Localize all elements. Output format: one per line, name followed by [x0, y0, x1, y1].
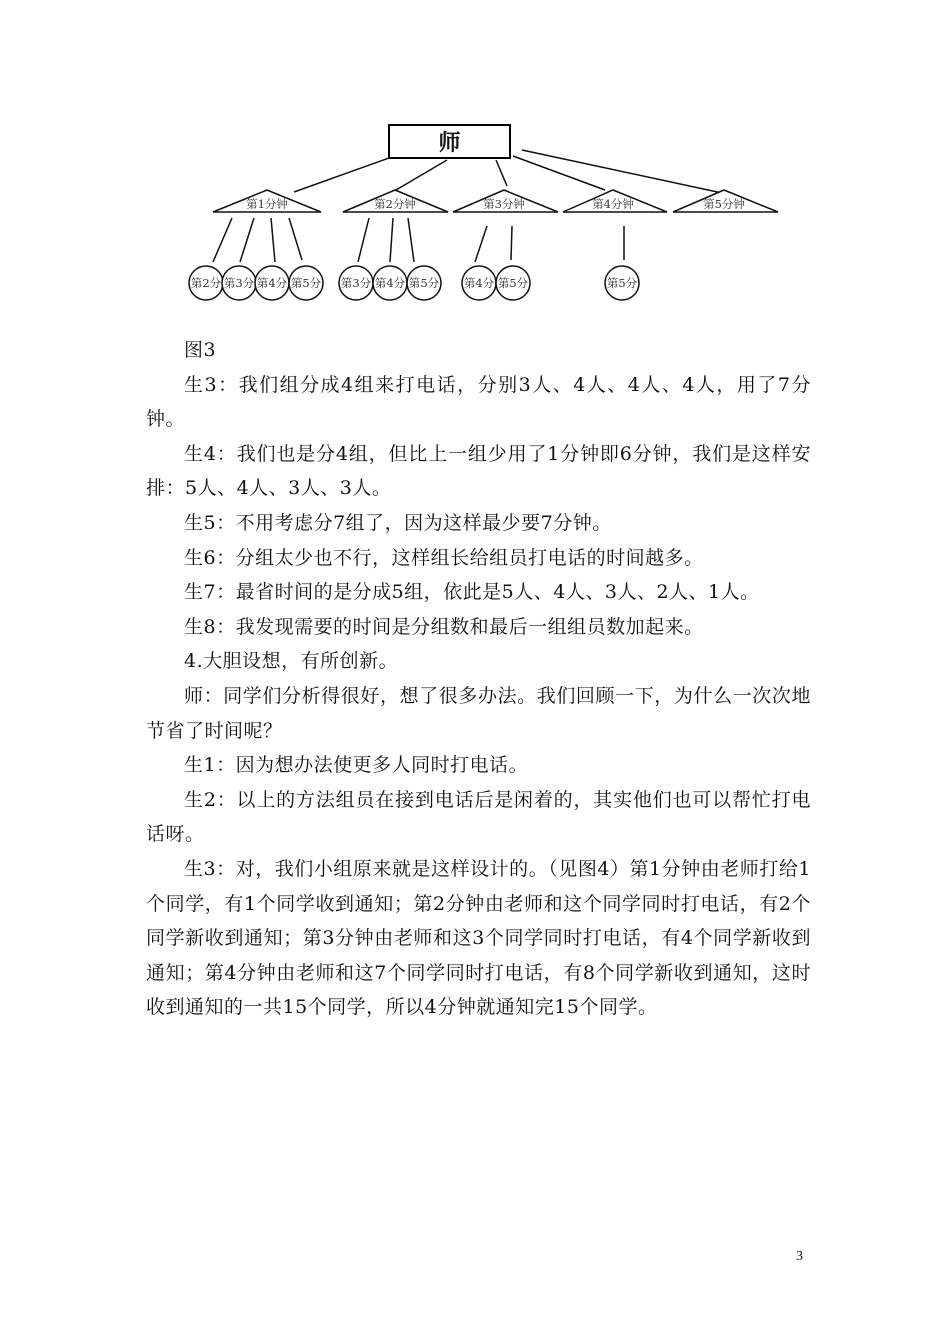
group-2-member-3-label: 第5分 — [408, 276, 440, 290]
minute-1-label: 第1分钟 — [246, 197, 288, 211]
paragraph: 师：同学们分析得很好，想了很多办法。我们回顾一下，为什么一次次地节省了时间呢？ — [146, 684, 811, 742]
group-2-member-1-label: 第3分 — [340, 276, 372, 290]
figure-caption: 图3 — [184, 339, 217, 361]
teacher-label: 师 — [438, 131, 461, 156]
body-text — [146, 333, 811, 1025]
paragraph: 生3：对，我们小组原来就是这样设计的。（见图4）第1分钟由老师打给1个同学，有1个同学收到通知；第2分钟由老师和这个同学同时打电话，有2个同学新收到通知；第3分钟由老师和这3个同学同时打电话，有4个同学新收到通知；第4分钟由老师和这7个同学同时打电话，有8个同学新收到通知，这时收到通知的一共15个同学，所以4分钟就通知完15个同学。 — [146, 857, 811, 1019]
group-3-member-2-label: 第5分 — [497, 276, 529, 290]
group-1-member-3-label: 第4分 — [256, 276, 288, 290]
paragraph: 生7：最省时间的是分成5组，依此是5人、4人、3人、2人、1人。 — [184, 581, 760, 604]
phone-tree-diagram — [0, 0, 950, 320]
paragraph: 生1：因为想办法使更多人同时打电话。 — [184, 754, 529, 777]
paragraph: 生3：我们组分成4组来打电话，分别3人、4人、4人、4人，用了7分钟。 — [146, 373, 811, 431]
minute-5-label: 第5分钟 — [703, 197, 745, 211]
group-1-member-4-label: 第5分 — [290, 276, 322, 290]
paragraph: 生5：不用考虑分7组了，因为这样最少要7分钟。 — [184, 511, 612, 534]
member-connectors — [213, 218, 624, 262]
section-heading: 4.大胆设想，有所创新。 — [184, 650, 399, 673]
minute-4-label: 第4分钟 — [592, 197, 634, 211]
paragraph: 生2：以上的方法组员在接到电话后是闲着的，其实他们也可以帮忙打电话呀。 — [146, 788, 811, 846]
group-1-member-2-label: 第3分 — [223, 276, 255, 290]
paragraph: 生8：我发现需要的时间是分组数和最后一组组员数加起来。 — [184, 615, 704, 638]
minute-2-label: 第2分钟 — [374, 197, 416, 211]
minute-3-label: 第3分钟 — [483, 197, 525, 211]
paragraph: 生6：分组太少也不行，这样组长给组员打电话的时间越多。 — [184, 546, 704, 569]
group-2-member-2-label: 第4分 — [374, 276, 406, 290]
paragraph: 生4：我们也是分4组，但比上一组少用了1分钟即6分钟，我们是这样安排：5人、4人、3人、3人。 — [146, 442, 811, 500]
page-number: 3 — [796, 1249, 803, 1264]
group-4-member-1-label: 第5分 — [606, 276, 638, 290]
group-1-member-1-label: 第2分 — [190, 276, 222, 290]
group-3-member-1-label: 第4分 — [463, 276, 495, 290]
